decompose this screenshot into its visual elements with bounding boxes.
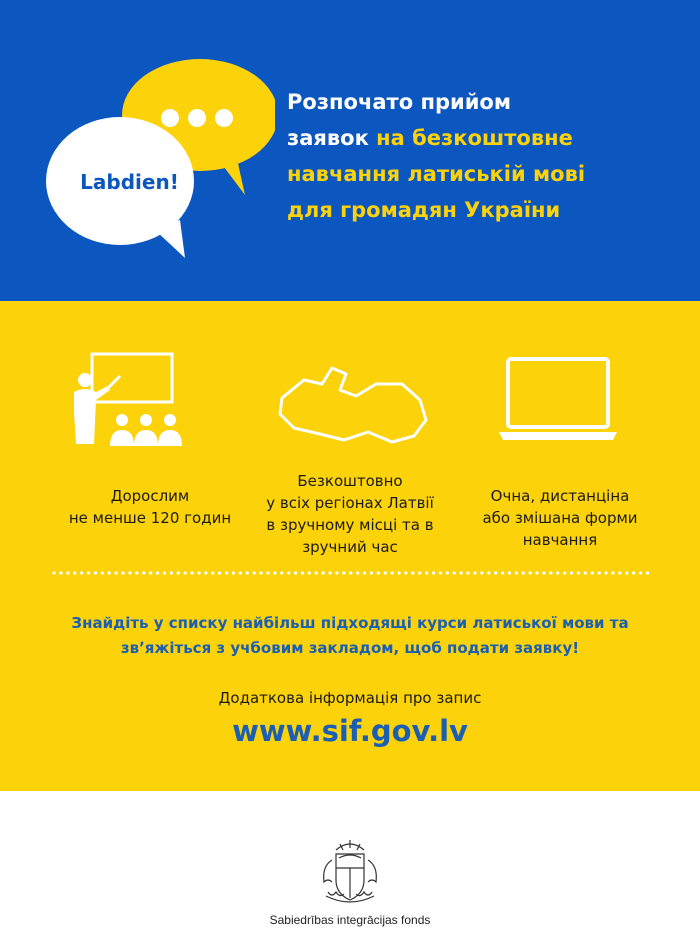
feature-free-line-3: в зручному місці та в [266, 516, 434, 534]
latvia-coat-of-arms-icon [312, 838, 388, 906]
website-link[interactable]: www.sif.gov.lv [232, 714, 468, 748]
headline-line-1: Розпочато прийом [287, 90, 512, 114]
greeting-text: Labdien! [80, 170, 179, 194]
teacher-classroom-icon [70, 352, 188, 448]
feature-free-line-1: Безкоштовно [297, 472, 403, 490]
call-to-action [20, 611, 680, 661]
extra-info-label: Додаткова інформація про запис [218, 689, 482, 707]
latvia-map-icon [274, 362, 432, 448]
laptop-icon [497, 356, 619, 446]
feature-hours-line-1: Дорослим [110, 487, 190, 505]
feature-hours [35, 485, 265, 529]
feature-format [450, 485, 670, 551]
feature-free-line-2: у всіх регіонах Латвії [266, 494, 434, 512]
feature-format-line-2: або змішана форми [482, 509, 638, 527]
feature-format-line-1: Очна, дистанціна [490, 487, 630, 505]
headline-line-2 [287, 120, 687, 156]
ellipsis-dots [161, 109, 233, 127]
headline-line-2-plain: заявок [287, 126, 377, 150]
speech-bubbles-icon [40, 55, 275, 265]
organization-name: Sabiedrības integrācijas fonds [269, 913, 431, 927]
feature-hours-line-2: не менше 120 годин [68, 509, 232, 527]
headline-line-2-highlight: на безкоштовне [376, 126, 573, 150]
dotted-divider [52, 571, 652, 575]
feature-format-line-3: навчання [522, 531, 598, 549]
headline-line-3: навчання латиській мові [287, 162, 586, 186]
cta-line-1: Знайдіть у списку найбільш підходящі курси латиської мови та [71, 614, 629, 632]
feature-free [240, 470, 460, 558]
headline-line-4: для громадян України [287, 198, 561, 222]
cta-line-2: звʼяжіться з учбовим закладом, щоб подати заявку! [120, 639, 580, 657]
feature-free-line-4: зручний час [302, 538, 398, 556]
headline [287, 84, 687, 228]
